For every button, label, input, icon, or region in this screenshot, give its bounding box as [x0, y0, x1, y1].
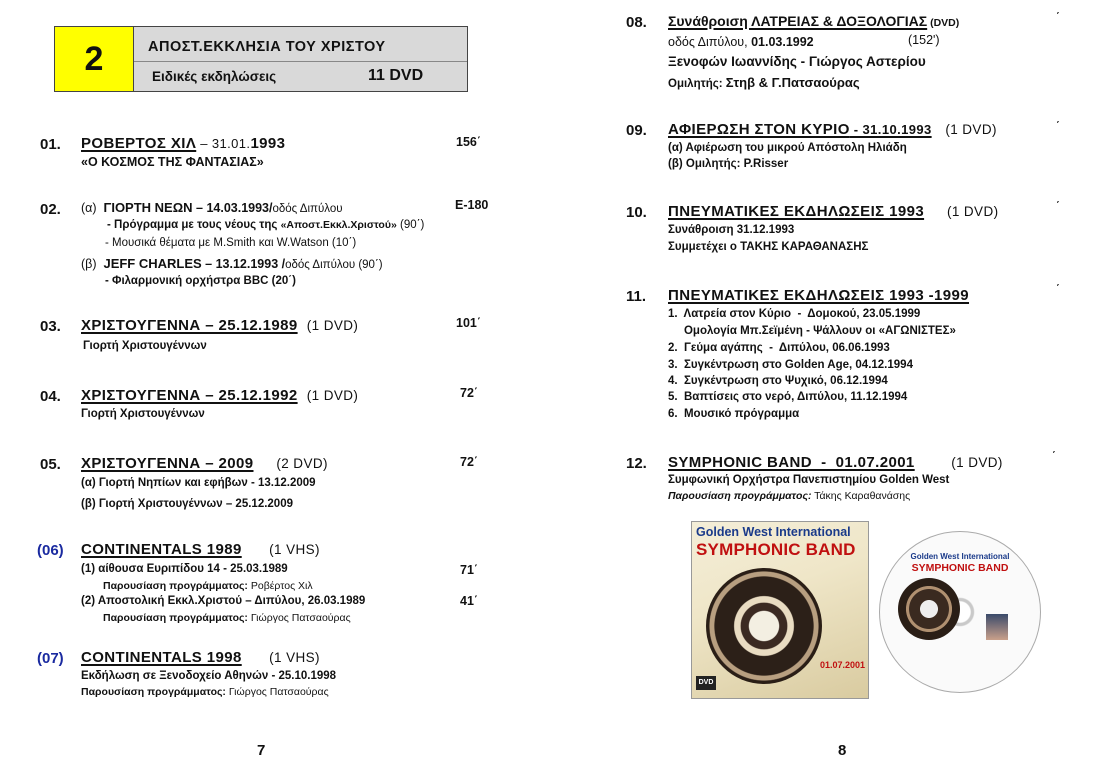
section-header-box — [134, 27, 467, 91]
list-item: 2. Γεύμα αγάπης - Διπύλου, 06.06.1993 — [668, 342, 890, 354]
entry-title: CONTINENTALS 1998 (1 VHS) — [81, 649, 320, 666]
entry-title: ΑΦΙΕΡΩΣΗ ΣΤΟΝ ΚΥΡΙΟ - 31.10.1993 (1 DVD) — [668, 121, 997, 138]
entry-number: 02. — [40, 201, 61, 218]
entry-line: Ξενοφών Ιωαννίδης - Γιώργος Αστερίου — [668, 54, 926, 69]
cover-text: Golden West International — [696, 525, 851, 539]
entry-title: ΠΝΕΥΜΑΤΙΚΕΣ ΕΚΔΗΛΩΣΕΙΣ 1993 -1999 — [668, 287, 970, 304]
entry-title: ΠΝΕΥΜΑΤΙΚΕΣ ΕΚΔΗΛΩΣΕΙΣ 1993 (1 DVD) — [668, 203, 999, 220]
cover-date: 01.07.2001 — [820, 660, 866, 670]
list-item: 5. Βαπτίσεις στο νερό, Διπύλου, 11.12.1994 — [668, 391, 908, 403]
tick-mark: ΄ — [1056, 10, 1060, 24]
entry-line: (α) Αφιέρωση του μικρού Απόστολη Ηλιάδη — [668, 142, 907, 154]
entry-presenter: Παρουσίαση προγράμματος: Γιώργος Πατσαούρας — [103, 612, 351, 624]
entry-line: - Πρόγραμμα με τους νέους της «Αποστ.Εκκλ.Χριστού» (90΄) — [107, 219, 425, 231]
list-item: 4. Συγκέντρωση στο Ψυχικό, 06.12.1994 — [668, 375, 888, 387]
entry-title: ΧΡΙΣΤΟΥΓΕΝΝΑ – 25.12.1992 (1 DVD) — [81, 387, 359, 404]
cover-title: SYMPHONIC BAND — [696, 540, 856, 559]
page-number: 7 — [257, 742, 266, 759]
entry-title: ΧΡΙΣΤΟΥΓΕΝΝΑ – 2009 (2 DVD) — [81, 455, 328, 472]
entry-duration: 71΄ — [460, 563, 479, 577]
entry-sub-b: (β) JEFF CHARLES – 13.12.1993 /οδός Διπύλου (90΄) — [81, 256, 383, 271]
entry-line: Συμφωνική Ορχήστρα Πανεπιστημίου Golden West — [668, 474, 950, 486]
entry-number: 01. — [40, 136, 61, 153]
entry-line: (α) Γιορτή Νηπίων και εφήβων - 13.12.2009 — [81, 477, 316, 489]
entry-subtitle: Γιορτή Χριστουγέννων — [83, 340, 207, 352]
entry-subtitle: «Ο ΚΟΣΜΟΣ ΤΗΣ ΦΑΝΤΑΣΙΑΣ» — [81, 155, 264, 169]
tick-mark: ΄ — [1052, 449, 1056, 463]
entry-duration: 41΄ — [460, 594, 479, 608]
entry-title: Συνάθροιση ΛΑΤΡΕΙΑΣ & ΔΟΞΟΛΟΓΙΑΣ (DVD) — [668, 13, 960, 29]
entry-number: 03. — [40, 318, 61, 335]
entry-presenter: Παρουσίαση προγράμματος: Ροβέρτος Χιλ — [103, 580, 313, 592]
section-subtitle: Ειδικές εκδηλώσεις — [152, 69, 277, 84]
disc-band-photo — [898, 578, 960, 640]
section-count: 11 DVD — [368, 67, 424, 84]
entry-number: 12. — [626, 455, 647, 472]
header-divider — [134, 61, 467, 62]
presenter-photo — [986, 614, 1008, 640]
entry-line: οδός Διπύλου, 01.03.1992 — [668, 35, 814, 49]
entry-duration: 72΄ — [460, 455, 479, 469]
band-photo — [706, 568, 822, 684]
list-item: Ομολογία Μπ.Σεϊμένη - Ψάλλουν οι «ΑΓΩΝΙΣΤΕΣ» — [668, 325, 956, 337]
entry-number: (07) — [37, 650, 64, 667]
entry-duration: 101΄ — [456, 316, 482, 330]
entry-line: - Μουσικά θέματα με M.Smith και W.Watson (10΄) — [105, 237, 357, 249]
entry-title: CONTINENTALS 1989 (1 VHS) — [81, 541, 320, 558]
entry-presenter: Παρουσίαση προγράμματος: Τάκης Καραθανάσης — [668, 490, 911, 502]
dvd-logo-icon: DVD — [696, 676, 716, 690]
entry-title: SYMPHONIC BAND - 01.07.2001 (1 DVD) — [668, 454, 1003, 471]
entry-number: 08. — [626, 14, 647, 31]
entry-number: 11. — [626, 288, 647, 305]
section-number: 2 — [55, 27, 134, 91]
entry-line: (2) Αποστολική Εκκλ.Χριστού – Διπύλου, 26.03.1989 — [81, 595, 366, 607]
entry-sub-a: (α) ΓΙΟΡΤΗ ΝΕΩΝ – 14.03.1993/οδός Διπύλου — [81, 200, 343, 215]
entry-duration: 72΄ — [460, 386, 479, 400]
list-item: 6. Μουσικό πρόγραμμα — [668, 408, 800, 420]
entry-line: Εκδήλωση σε Ξενοδοχείο Αθηνών - 25.10.1998 — [81, 670, 337, 682]
list-item: 3. Συγκέντρωση στο Golden Age, 04.12.1994 — [668, 359, 913, 371]
entry-line: (β) Γιορτή Χριστουγέννων – 25.12.2009 — [81, 498, 293, 510]
entry-code: E-180 — [455, 198, 489, 212]
disc-title: SYMPHONIC BAND — [911, 562, 1009, 574]
entry-line: Ομιλητής: Στηβ & Γ.Πατσαούρας — [668, 75, 860, 90]
entry-line: - Φιλαρμονική ορχήστρα BBC (20΄) — [105, 275, 296, 287]
page-number: 8 — [838, 742, 847, 759]
entry-number: (06) — [37, 542, 64, 559]
section-header — [54, 26, 468, 92]
section-title: ΑΠΟΣΤ.ΕΚΚΛΗΣΙΑ ΤΟΥ ΧΡΙΣΤΟΥ — [148, 39, 386, 55]
entry-number: 05. — [40, 456, 61, 473]
entry-line: Συμμετέχει ο ΤΑΚΗΣ ΚΑΡΑΘΑΝΑΣΗΣ — [668, 241, 869, 253]
disc-text: Golden West International — [910, 552, 1010, 561]
entry-subtitle: Γιορτή Χριστουγέννων — [81, 408, 205, 420]
tick-mark: ΄ — [1056, 199, 1060, 213]
entry-number: 04. — [40, 388, 61, 405]
tick-mark: ΄ — [1056, 119, 1060, 133]
dvd-cover-image — [691, 521, 869, 699]
entry-presenter: Παρουσίαση προγράμματος: Γιώργος Πατσαούρας — [81, 686, 329, 698]
entry-line: (β) Ομιλητής: P.Risser — [668, 158, 789, 170]
entry-number: 09. — [626, 122, 647, 139]
entry-number: 10. — [626, 204, 647, 221]
entry-title: ΧΡΙΣΤΟΥΓΕΝΝΑ – 25.12.1989 (1 DVD) — [81, 317, 359, 334]
list-item: 1. Λατρεία στον Κύριο - Δομοκού, 23.05.1999 — [668, 308, 921, 320]
entry-duration: (152') — [908, 33, 940, 47]
entry-line: Συνάθροιση 31.12.1993 — [668, 224, 795, 236]
entry-title: ΡΟΒΕΡΤΟΣ ΧΙΛ – 31.01.1993 — [81, 135, 286, 152]
entry-duration: 156΄ — [456, 135, 482, 149]
tick-mark: ΄ — [1056, 282, 1060, 296]
entry-line: (1) αίθουσα Ευριπίδου 14 - 25.03.1989 — [81, 563, 288, 575]
dvd-disc-image — [879, 531, 1041, 693]
